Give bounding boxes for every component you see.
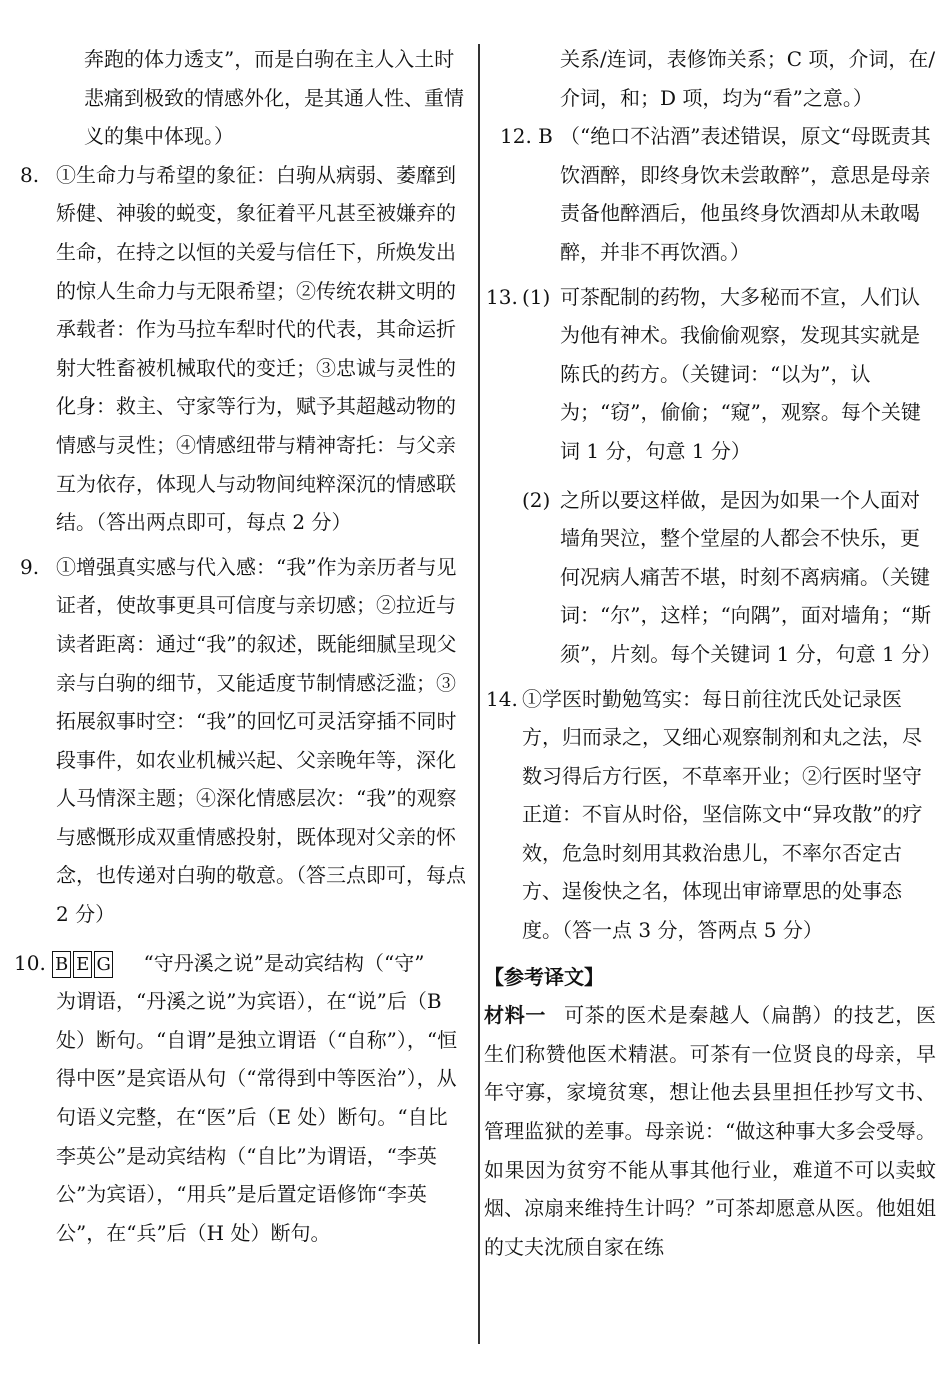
q10-answer-boxes (52, 944, 115, 983)
q8-number: 8. (20, 162, 40, 187)
q13-sub1 (486, 278, 936, 471)
q14-number: 14. (486, 686, 518, 711)
q11-continuation: 关系/连词，表修饰关系；C 项，介词，在/介词，和；D 项，均为“看”之意。） (560, 47, 936, 110)
q9-answer (20, 548, 466, 934)
reference-translation-heading: 【参考译文】 (484, 964, 604, 989)
q10-text: 为谓语，“丹溪之说”为宾语），在“说”后（B处）断句。“自谓”是独立谓语（“自称”），“恒得中医”是宾语从句（“常得到中等医治”），从句语义完整，在“医”后（E 处）断句。“自比李英公”是动宾结构（“自比”为谓语，“李英公”为宾语），“用兵”是后置定语修饰“李英公”，在“兵”后（H 处）断句。 (56, 989, 458, 1245)
q12-number: 12. B (500, 124, 553, 149)
q13-sub1-text: 可茶配制的药物，大多秘而不宣，人们认为他有神术。我偷偷观察，发现其实就是陈氏的药方。（关键词：“以为”，认为；“窃”，偷偷；“窥”，观察。每个关键词 1 分，句意 1 分） (560, 284, 921, 463)
q13-sub2 (496, 481, 942, 674)
q9-text: ①增强真实感与代入感：“我”作为亲历者与见证者，使故事更具可信度与亲切感；②拉近与读者距离：通过“我”的叙述，既能细腻呈现父亲与白驹的细节，又能适度节制情感泛滥；③拓展叙事时空：“我”的回忆可灵活穿插不同时段事件，如农业机械兴起、父亲晚年等，深化人马情深主题；④深化情感层次：“我”的观察与感慨形成双重情感投射，既体现对父亲的怀念，也传递对白驹的敬意。（答三点即可，每点 2 分） (56, 554, 466, 927)
q14-text: ①学医时勤勉笃实：每日前往沈氏处记录医方，归而录之，又细心观察制剂和丸之法，尽数习得后方行医，不草率开业；②行医时坚守正道：不盲从时俗，坚信陈文中“异攻散”的疗效，危急时刻用其救治患儿，不率尔否定古方、逞俊快之名，体现出审谛覃思的处事态度。（答一点 3 分，答两点 5 分） (522, 686, 923, 943)
answer-box-b: B (52, 951, 71, 978)
right-column (484, 40, 942, 1266)
column-divider (478, 44, 480, 1344)
q7-continuation: 奔跑的体力透支”，而是白驹在主人入土时悲痛到极致的情感外化，是其通人性、重情义的集中体现。） (84, 47, 464, 149)
answer-box-g: G (94, 951, 113, 978)
q8-text: ①生命力与希望的象征：白驹从病弱、萎靡到矫健、神骏的蜕变，象征着平凡甚至被嫌弃的生命，在持之以恒的关爱与信任下，所焕发出的惊人生命力与无限希望；②传统农耕文明的承载者：作为马拉车犁时代的代表，其命运折射大牲畜被机械取代的变迁；③忠诚与灵性的化身：救主、守家等行为，赋予其超越动物的情感与灵性；④情感纽带与精神寄托：与父亲互为依存，体现人与动物间纯粹深沉的情感联结。（答出两点即可，每点 2 分） (56, 162, 456, 535)
translation-text: 可茶的医术是秦越人（扁鹊）的技艺，医生们称赞他医术精湛。可茶有一位贤良的母亲，早年守寡，家境贫寒，想让他去县里担任抄写文书、管理监狱的差事。母亲说：“做这种事大多会受辱。如果因为贫穷不能从事其他行业，难道不可以卖蚊烟、凉扇来维持生计吗？”可茶却愿意从医。他姐姐的丈夫沈颀自家在练 (484, 1003, 937, 1259)
q14-answer (486, 680, 936, 950)
q13-sub2-text: 之所以要这样做，是因为如果一个人面对墙角哭泣，整个堂屋的人都会不快乐，更何况病人痛苦不堪，时刻不离病痛。（关键词：“尔”，这样；“向隅”，面对墙角；“斯须”，片刻。每个关键词 1 分，句意 1 分） (560, 487, 942, 666)
q13-number: 13. (486, 284, 518, 309)
q12-text: （“绝口不沾酒”表述错误，原文“母既责其饮酒醉，即终身饮未尝敢醉”，意思是母亲责备他醉酒后，他虽终身饮酒却从未敢喝醉，并非不再饮酒。） (560, 124, 931, 264)
q10-answer (14, 944, 466, 1253)
q10-number: 10. (14, 950, 46, 975)
left-column (14, 40, 466, 1258)
q13-sub1-number: (1) (522, 284, 551, 309)
q12-answer (496, 117, 936, 271)
q13-answer (486, 278, 942, 674)
translation-paragraph (484, 996, 936, 1266)
q13-sub2-number: (2) (522, 487, 551, 512)
q10-first-line (14, 944, 466, 983)
q8-answer (20, 156, 466, 542)
q10-first-text: “守丹溪之说”是动宾结构（“守” (143, 950, 425, 975)
answer-box-e: E (73, 951, 92, 978)
q9-number: 9. (20, 554, 40, 579)
translation-label: 材料一 (484, 1003, 547, 1028)
